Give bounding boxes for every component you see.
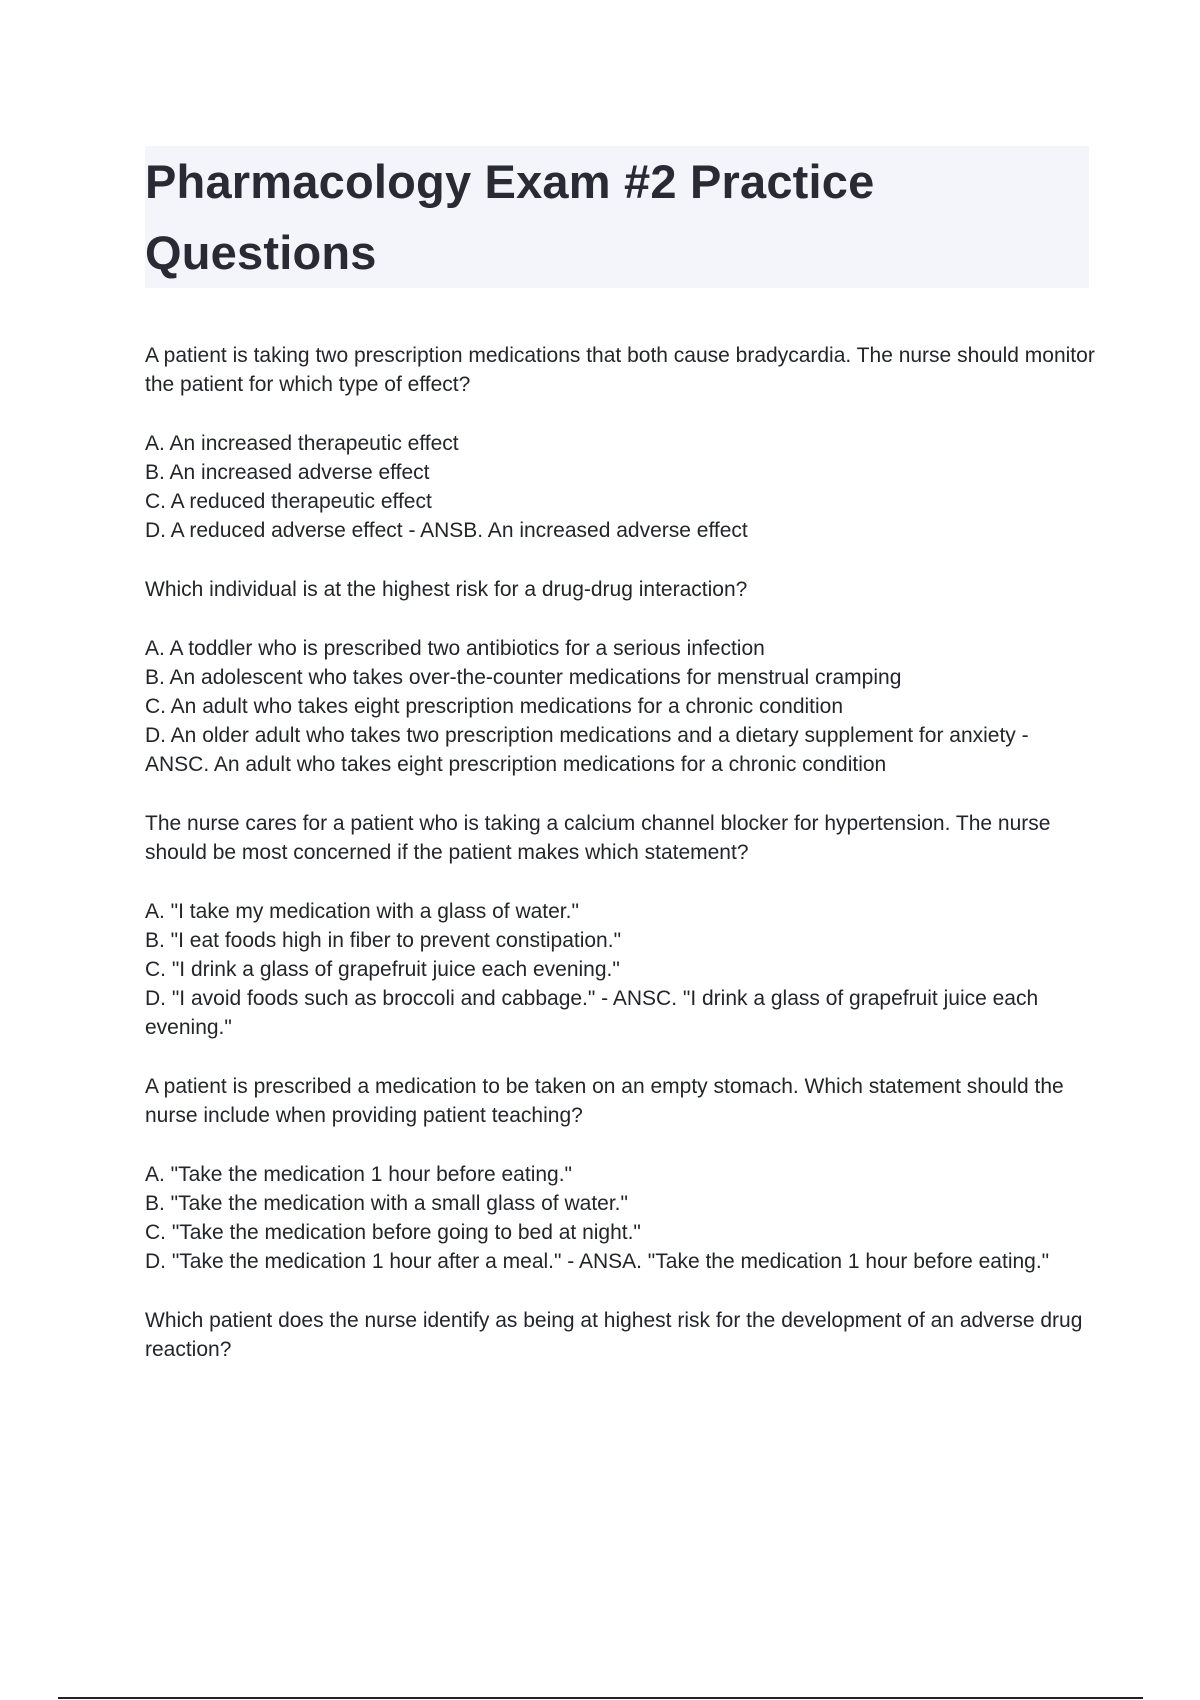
answer-options	[145, 897, 1095, 1042]
question-block-4	[145, 1072, 1095, 1276]
answer-option: C. A reduced therapeutic effect	[145, 490, 432, 513]
question-block-2	[145, 575, 1095, 779]
answer-option: C. "I drink a glass of grapefruit juice each evening."	[145, 958, 620, 981]
question-block-1	[145, 341, 1095, 545]
page-title: Pharmacology Exam #2 Practice Questions	[145, 155, 875, 279]
answer-option: B. "Take the medication with a small glass of water."	[145, 1192, 628, 1215]
answer-option: A. An increased therapeutic effect	[145, 432, 459, 455]
answer-options	[145, 1160, 1095, 1276]
answer-option: A. "Take the medication 1 hour before eating."	[145, 1163, 573, 1186]
answer-option: B. "I eat foods high in fiber to prevent constipation."	[145, 929, 622, 952]
answer-options	[145, 429, 1095, 545]
question-block-5	[145, 1306, 1095, 1364]
answer-option: C. "Take the medication before going to bed at night."	[145, 1221, 641, 1244]
question-list	[145, 341, 1095, 1394]
answer-options	[145, 634, 1095, 779]
question-text: Which individual is at the highest risk for a drug-drug interaction?	[145, 578, 748, 601]
answer-option: B. An adolescent who takes over-the-counter medications for menstrual cramping	[145, 666, 902, 689]
question-text: A patient is taking two prescription medications that both cause bradycardia. The nurse should monitor the patient for which type of effect?	[145, 344, 1095, 396]
answer-option-with-answer: D. "I avoid foods such as broccoli and cabbage." - ANSC. "I drink a glass of grapefruit juice each evening."	[145, 987, 1039, 1039]
answer-option: C. An adult who takes eight prescription medications for a chronic condition	[145, 695, 844, 718]
answer-option-with-answer: D. "Take the medication 1 hour after a meal." - ANSA. "Take the medication 1 hour before eating."	[145, 1250, 1050, 1273]
question-text: Which patient does the nurse identify as being at highest risk for the development of an adverse drug reaction?	[145, 1309, 1083, 1361]
answer-option-with-answer: D. An older adult who takes two prescription medications and a dietary supplement for anxiety - ANSC. An adult who takes eight prescription medications for a chronic condition	[145, 724, 1029, 776]
question-text: A patient is prescribed a medication to be taken on an empty stomach. Which statement should the nurse include when providing patient teaching?	[145, 1075, 1064, 1127]
answer-option: B. An increased adverse effect	[145, 461, 430, 484]
page-bottom-rule	[58, 1697, 1143, 1699]
question-block-3	[145, 809, 1095, 1042]
answer-option: A. "I take my medication with a glass of water."	[145, 900, 579, 923]
answer-option-with-answer: D. A reduced adverse effect - ANSB. An increased adverse effect	[145, 519, 748, 542]
title-banner	[145, 146, 1089, 288]
question-text: The nurse cares for a patient who is taking a calcium channel blocker for hypertension. The nurse should be most concerned if the patient makes which statement?	[145, 812, 1051, 864]
answer-option: A. A toddler who is prescribed two antibiotics for a serious infection	[145, 637, 765, 660]
